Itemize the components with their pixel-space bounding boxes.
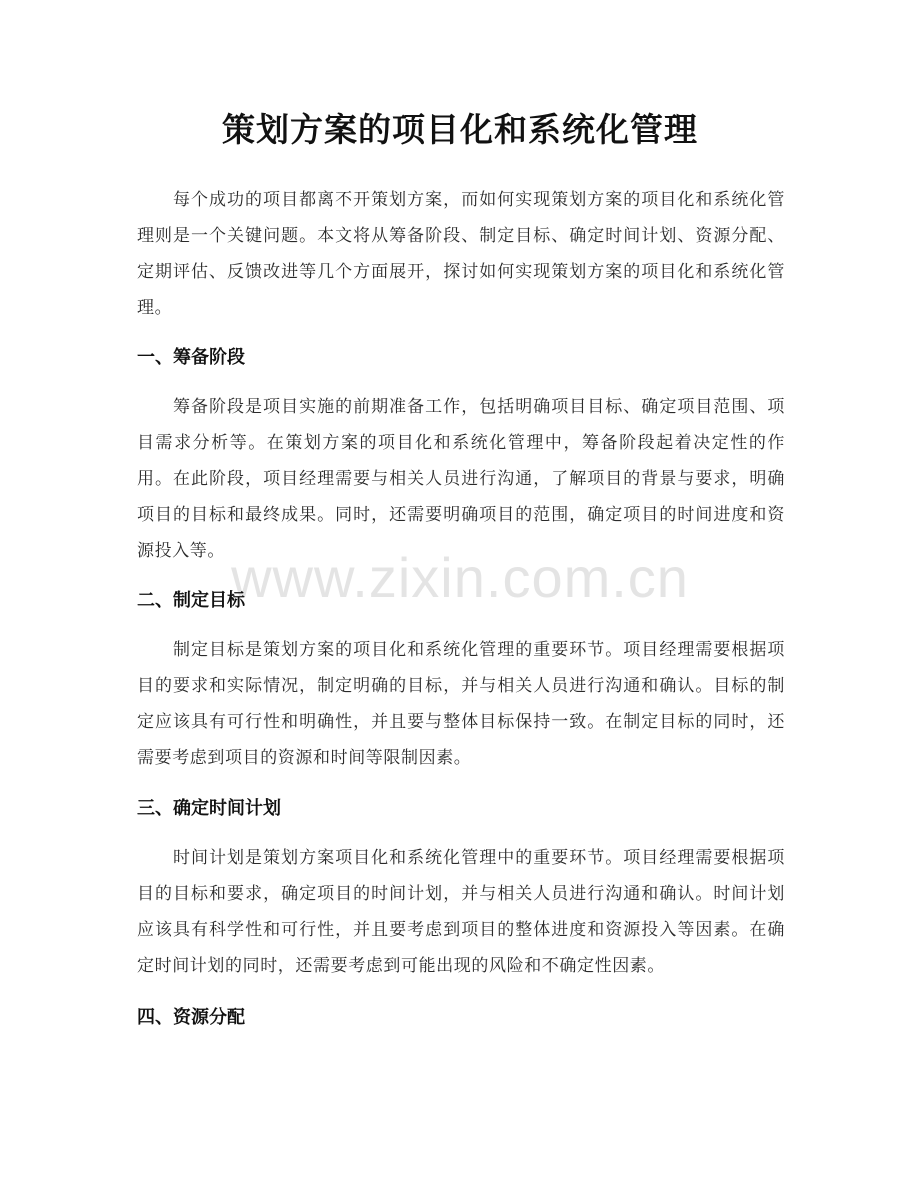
intro-paragraph: 每个成功的项目都离不开策划方案，而如何实现策划方案的项目化和系统化管理则是一个关键问题。本文将从筹备阶段、制定目标、确定时间计划、资源分配、定期评估、反馈改进等几个方面展开，探讨如何实现策划方案的项目化和系统化管理。 [137, 190, 785, 318]
section-heading-2: 二、制定目标 [137, 590, 245, 611]
section-heading-4: 四、资源分配 [137, 1007, 245, 1028]
section-heading-3: 三、确定时间计划 [137, 798, 281, 819]
section-body-3: 时间计划是策划方案项目化和系统化管理中的重要环节。项目经理需要根据项目的目标和要求，确定项目的时间计划，并与相关人员进行沟通和确认。时间计划应该具有科学性和可行性，并且要考虑到项目的整体进度和资源投入等因素。在确定时间计划的同时，还需要考虑到可能出现的风险和不确定性因素。 [137, 848, 785, 976]
watermark-text: www.zixin.com.cn [231, 546, 689, 609]
section-body-1: 筹备阶段是项目实施的前期准备工作，包括明确项目目标、确定项目范围、项目需求分析等。在策划方案的项目化和系统化管理中，筹备阶段起着决定性的作用。在此阶段，项目经理需要与相关人员进行沟通，了解项目的背景与要求，明确项目的目标和最终成果。同时，还需要明确项目的范围，确定项目的时间进度和资源投入等。 [137, 397, 785, 561]
section-heading-1: 一、筹备阶段 [137, 347, 245, 368]
section-body-2: 制定目标是策划方案的项目化和系统化管理的重要环节。项目经理需要根据项目的要求和实际情况，制定明确的目标，并与相关人员进行沟通和确认。目标的制定应该具有可行性和明确性，并且要与整体目标保持一致。在制定目标的同时，还需要考虑到项目的资源和时间等限制因素。 [137, 640, 785, 768]
document-title: 策划方案的项目化和系统化管理 [222, 110, 698, 149]
